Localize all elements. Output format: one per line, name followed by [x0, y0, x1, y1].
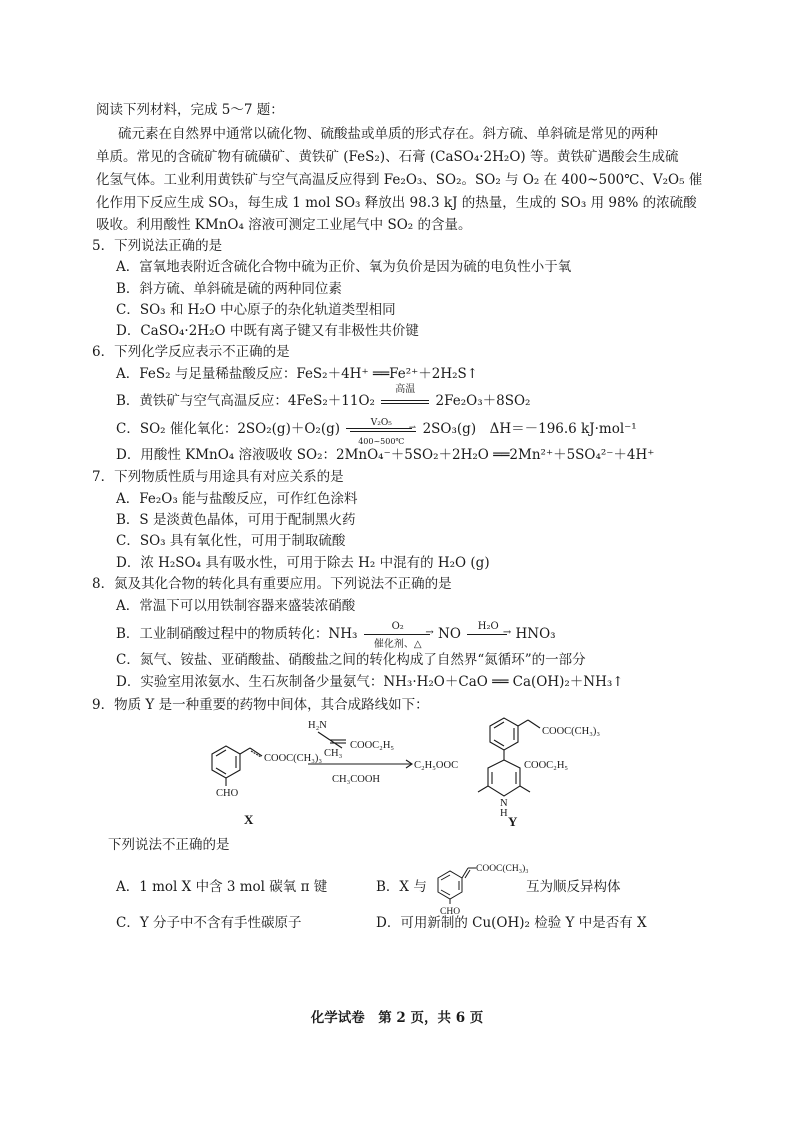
equals-line-top	[381, 400, 429, 401]
q9-option-d: D．可用新制的 Cu(OH)₂ 检验 Y 中是否有 X	[376, 915, 647, 931]
y-dihydropyridine-ring	[488, 760, 520, 796]
q9-option-a: A．1 mol X 中含 3 mol 碳氧 π 键	[116, 879, 328, 895]
q6-b-pre: B．黄铁矿与空气高温反应：4FeS₂＋11O₂	[116, 393, 375, 409]
q6-b-condition: 高温	[395, 384, 416, 395]
q6-option-d: D．用酸性 KMnO₄ 溶液吸收 SO₂：2MnO₄⁻＋5SO₂＋2H₂O ══2Mn²⁺＋5SO₄²⁻＋4H⁺	[116, 447, 655, 463]
q8-option-d: D．实验室用浓氨水、生石灰制备少量氨气：NH₃·H₂O＋CaO ══ Ca(OH)₂＋NH₃↑	[116, 674, 624, 690]
q9-b-post: 互为顺反异构体	[526, 879, 621, 895]
q5-stem: 5．下列说法正确的是	[92, 238, 223, 254]
x-cho-label: CHO	[216, 788, 239, 799]
q6-b-post: 2Fe₂O₃＋8SO₂	[435, 393, 531, 409]
q9-synthesis-scheme	[190, 712, 630, 828]
q8-option-a: A．常温下可以用铁制容器来盛装浓硝酸	[116, 598, 356, 614]
passage-line-4: 化作用下反应生成 SO₃，每生成 1 mol SO₃ 释放出 98.3 kJ 的热量，生成的 SO₃ 用 98% 的浓硫酸	[96, 195, 697, 211]
q8-b-arrow-2	[465, 621, 512, 643]
q8-b-mid: NO	[438, 626, 461, 642]
y-hydrogen: H	[500, 808, 508, 819]
q9-b-cho: CHO	[440, 907, 461, 916]
q6-c-condition-top: V₂O₅	[370, 418, 392, 428]
q9-sub-stem: 下列说法不正确的是	[108, 837, 230, 853]
q7-stem: 7．下列物质性质与用途具有对应关系的是	[92, 469, 344, 485]
passage-line-2: 单质。常见的含硫矿物有硫磺矿、黄铁矿 (FeS₂)、石膏 (CaSO₄·2H₂O) 等。黄铁矿遇酸会生成硫	[96, 149, 679, 165]
equals-line-bottom	[381, 403, 429, 404]
q6-c-condition-bottom: 400~500℃	[358, 437, 405, 446]
x-compound-label: X	[244, 812, 254, 827]
reagent-ester: COOC₂H₅	[350, 740, 395, 751]
page-footer: 化学试卷 第 2 页，共 6 页	[310, 1010, 484, 1026]
q8-b-arrow-1	[362, 621, 434, 650]
arrow-head-icon: ⇀	[408, 423, 417, 433]
reversible-arrow-forward	[346, 428, 412, 429]
q9-b-pre: B．X 与	[376, 879, 427, 895]
reagent-ch3: CH₃	[324, 748, 343, 759]
q8-option-c: C．氮气、铵盐、亚硝酸盐、硝酸盐之间的转化构成了自然界“氮循环”的一部分	[116, 652, 586, 668]
arrow-line	[364, 634, 430, 635]
q6-c-pre: C．SO₂ 催化氧化：2SO₂(g)＋O₂(g)	[116, 421, 340, 437]
q8-option-b	[116, 621, 556, 650]
q8-b-post: HNO₃	[515, 626, 556, 642]
y-left-ester: C₂H₅OOC	[414, 760, 459, 771]
q8-b-pre: B．工业制硝酸过程中的物质转化：NH₃	[116, 626, 358, 642]
q6-b-condition-arrow	[379, 384, 431, 410]
q5-option-d: D．CaSO₄·2H₂O 中既有离子键又有非极性共价键	[116, 323, 419, 339]
q9-stem: 9．物质 Y 是一种重要的药物中间体，其合成路线如下：	[92, 697, 429, 713]
arrow-right-icon: →	[425, 627, 434, 638]
q8-b-cond-bottom: 催化剂、△	[373, 639, 422, 650]
q9-option-c: C．Y 分子中不含有手性碳原子	[116, 915, 302, 931]
q9-b-ester: COOC(CH₃)₃	[476, 864, 529, 874]
y-right-ester: COOC₂H₅	[524, 760, 569, 771]
reversible-arrow-back	[350, 431, 416, 432]
q6-option-a: A．FeS₂ 与足量稀盐酸反应：FeS₂＋4H⁺ ══Fe²⁺＋2H₂S↑	[116, 366, 479, 382]
q7-option-d: D．浓 H₂SO₄ 具有吸水性，可用于除去 H₂ 中混有的 H₂O (g)	[116, 555, 490, 571]
q7-option-b: B．S 是淡黄色晶体，可用于配制黑火药	[116, 512, 356, 528]
passage-line-3: 化氢气体。工业利用黄铁矿与空气高温反应得到 Fe₂O₃、SO₂。SO₂ 与 O₂ 在 400~500℃、V₂O₅ 催	[96, 172, 703, 188]
y-compound-label: Y	[508, 814, 518, 828]
passage-line-5: 吸收。利用酸性 KMnO₄ 溶液可测定工业尾气中 SO₂ 的含量。	[96, 217, 472, 233]
q5-option-b: B．斜方硫、单斜硫是硫的两种同位素	[116, 281, 342, 297]
q8-stem: 8．氮及其化合物的转化具有重要应用。下列说法不正确的是	[92, 576, 452, 592]
q9-option-b	[376, 878, 427, 896]
q8-b-cond2: H₂O	[477, 621, 499, 632]
q6-stem: 6．下列化学反应表示不正确的是	[92, 344, 290, 360]
q6-option-c	[116, 418, 637, 446]
passage-line-1: 硫元素在自然界中通常以硫化物、硫酸盐或单质的形式存在。斜方硫、单斜硫是常见的两种	[118, 126, 658, 142]
reagent-h2n: H₂N	[308, 720, 327, 731]
q6-option-b	[116, 384, 531, 410]
q7-option-c: C．SO₃ 具有氧化性，可用于制取硫酸	[116, 533, 346, 549]
q6-c-post: 2SO₃(g) ΔH＝－196.6 kJ·mol⁻¹	[422, 421, 637, 437]
arrow-line-2	[467, 634, 507, 635]
q6-c-condition-arrow	[344, 418, 418, 446]
q5-option-c: C．SO₃ 和 H₂O 中心原子的杂化轨道类型相同	[116, 302, 396, 318]
q8-b-cond-top: O₂	[391, 621, 404, 632]
y-ester-top: COOC(CH₃)₃	[542, 726, 601, 737]
x-ester-label: COOC(CH₃)₃	[264, 753, 323, 764]
q7-option-a: A．Fe₂O₃ 能与盐酸反应，可作红色涂料	[116, 491, 358, 507]
passage-title: 阅读下列材料，完成 5～7 题：	[96, 102, 284, 118]
q5-option-a: A．富氧地表附近含硫化合物中硫为正价、氧为负价是因为硫的电负性小于氧	[116, 259, 572, 275]
arrow-right-icon: →	[502, 627, 512, 638]
q9-option-b-structure	[432, 860, 532, 916]
y-nitrogen: N	[500, 798, 508, 809]
reagent-acid: CH₃COOH	[332, 774, 380, 785]
